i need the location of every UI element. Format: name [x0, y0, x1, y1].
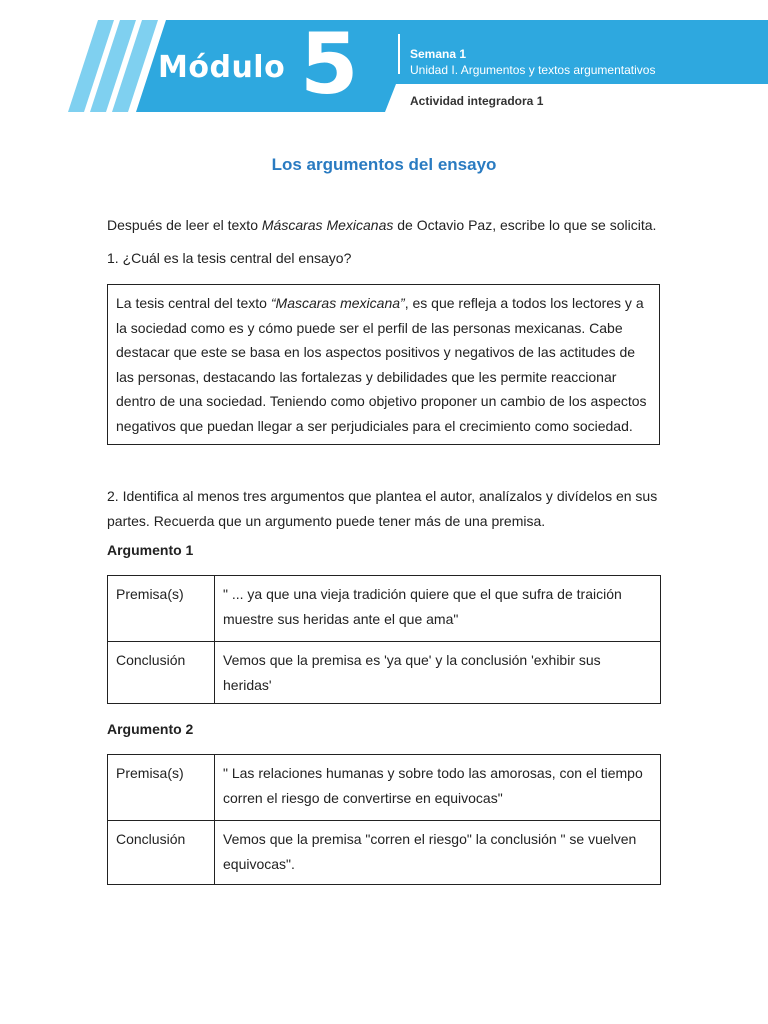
premise-label: Premisa(s): [108, 755, 215, 821]
argument-1-heading: Argumento 1: [107, 542, 194, 558]
argument-2-heading: Argumento 2: [107, 721, 194, 737]
intro-book-title: Máscaras Mexicanas: [261, 217, 394, 233]
answer-1-italic: “Mascaras mexicana”: [270, 295, 405, 311]
table-row: [108, 576, 661, 642]
conclusion-label: Conclusión: [108, 821, 215, 885]
conclusion-label: Conclusión: [108, 642, 215, 704]
activity-label: Actividad integradora 1: [410, 94, 544, 108]
premise-label: Premisa(s): [108, 576, 215, 642]
table-row: [108, 755, 661, 821]
premise-text: " ... ya que una vieja tradición quiere que el que sufra de traición muestre sus heridas ante el que ama": [215, 576, 661, 642]
header-divider: [398, 34, 400, 74]
table-row: [108, 642, 661, 704]
argument-1-table: [107, 575, 661, 704]
answer-1-before: La tesis central del texto: [116, 295, 271, 311]
answer-1-box: [107, 284, 660, 445]
page-title: Los argumentos del ensayo: [271, 155, 497, 174]
module-number: 5: [300, 15, 359, 113]
intro-paragraph: [107, 217, 656, 233]
intro-text-after: de Octavio Paz, escribe lo que se solicita.: [393, 217, 657, 233]
unit-label: Unidad I. Argumentos y textos argumentativos: [410, 63, 656, 77]
table-row: [108, 821, 661, 885]
question-1: 1. ¿Cuál es la tesis central del ensayo?: [107, 250, 352, 266]
conclusion-text: Vemos que la premisa "corren el riesgo" la conclusión " se vuelven equivocas".: [215, 821, 661, 885]
conclusion-text: Vemos que la premisa es 'ya que' y la conclusión 'exhibir sus heridas': [215, 642, 661, 704]
argument-2-table: [107, 754, 661, 885]
week-label: Semana 1: [410, 47, 467, 61]
premise-text: " Las relaciones humanas y sobre todo las amorosas, con el tiempo corren el riesgo de convertirse en equivocas": [215, 755, 661, 821]
question-2: 2. Identifica al menos tres argumentos que plantea el autor, analízalos y divídelos en sus partes. Recuerda que un argumento puede tener más de una premisa.: [107, 488, 658, 529]
module-header: [0, 0, 768, 120]
module-word: Módulo: [158, 50, 286, 85]
answer-1-after: , es que refleja a todos los lectores y a la sociedad como es y cómo puede ser el perfil de las personas mexicanas. Cabe destacar que este se basa en los aspectos positivos y negativos de las actitudes de las personas, destacando las fortalezas y debilidades que les permite reaccionar dentro de una sociedad. Teniendo como objetivo proponer un cambio de los aspectos negativos que puedan llegar a ser perjudiciales para el crecimiento como sociedad.: [116, 295, 647, 434]
intro-text-before: Después de leer el texto: [107, 217, 262, 233]
header-banner-graphic: [0, 0, 768, 120]
